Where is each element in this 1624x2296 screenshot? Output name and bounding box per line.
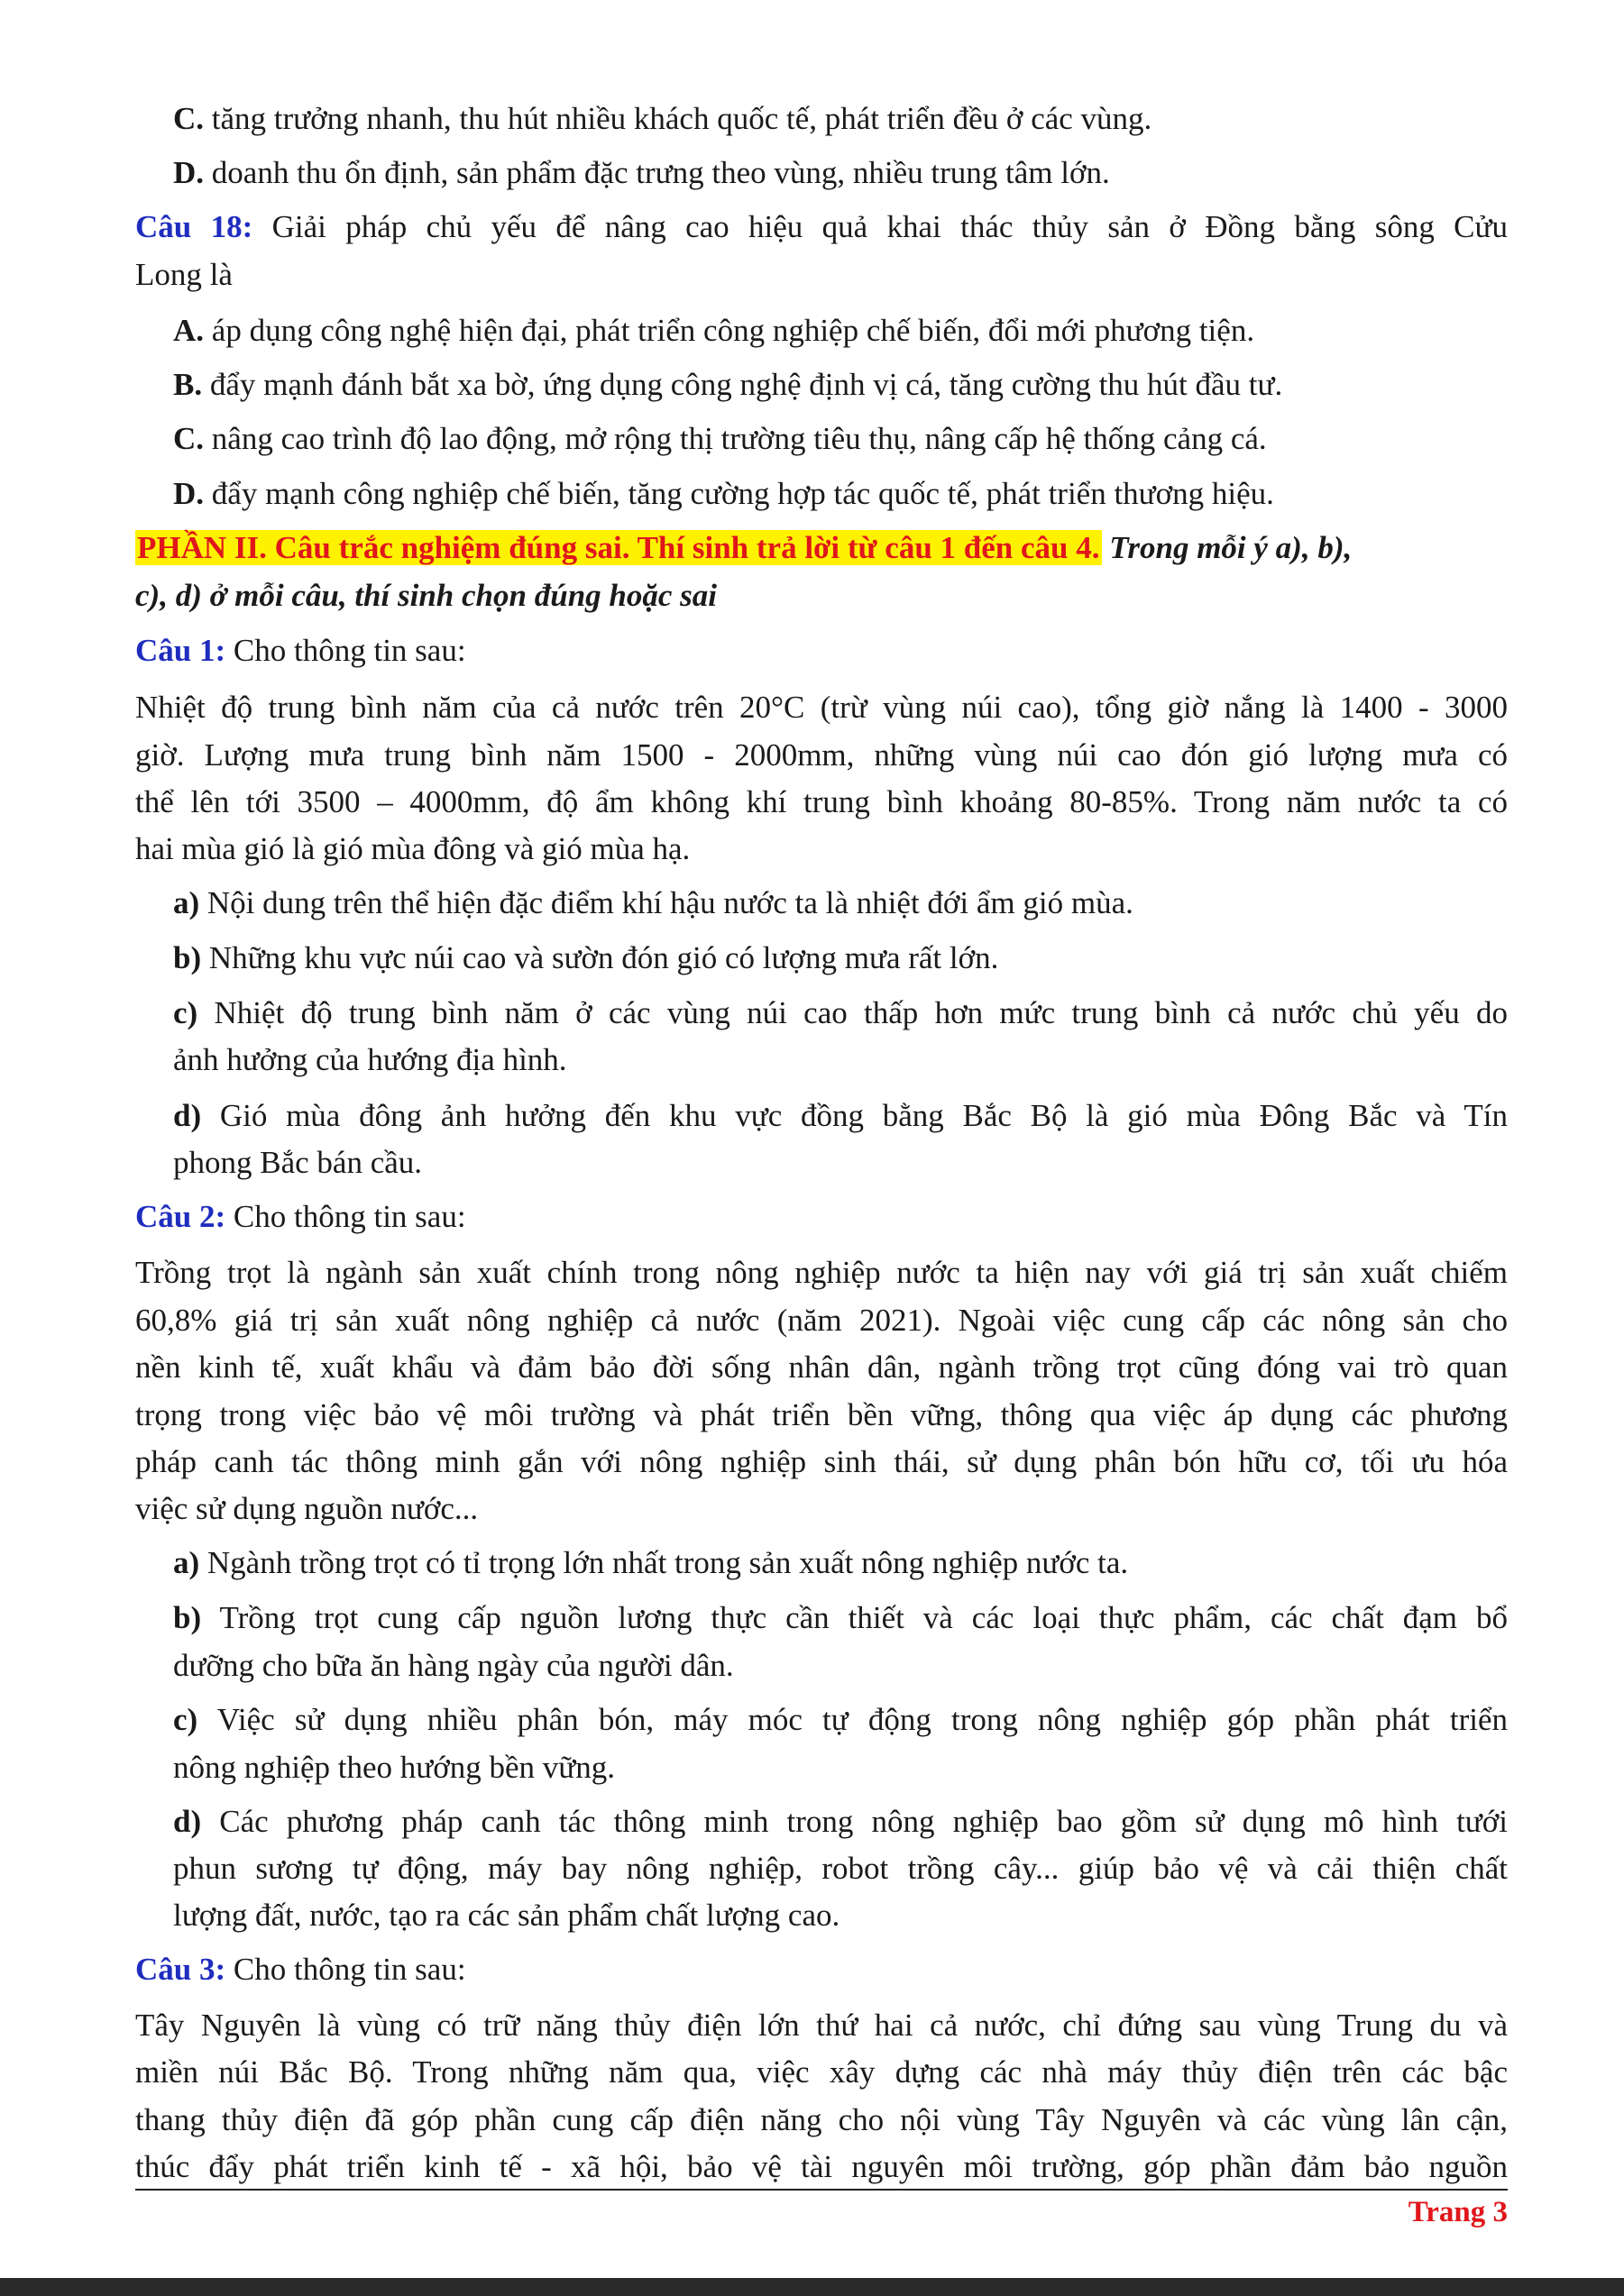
section-2-heading-cont: c), d) ở mỗi câu, thí sinh chọn đúng hoặc sai [135, 578, 718, 613]
section-2-heading: PHẦN II. Câu trắc nghiệm đúng sai. Thí sinh trả lời từ câu 1 đến câu 4. Trong mỗi ý a), b), [137, 530, 1353, 565]
question-2: Câu 2: Cho thông tin sau: [135, 1199, 466, 1234]
q18-answer-a: A. áp dụng công nghệ hiện đại, phát triển công nghiệp chế biến, đổi mới phương tiện. [173, 313, 1255, 348]
answer-c-prev: C. tăng trưởng nhanh, thu hút nhiều khách quốc tế, phát triển đều ở các vùng. [173, 101, 1152, 136]
q2-statement-c-cont: nông nghiệp theo hướng bền vững. [173, 1750, 615, 1785]
q3-passage-1: Tây Nguyên là vùng có trữ năng thủy điện lớn thứ hai cả nước, chỉ đứng sau vùng Trung du và [135, 2008, 1508, 2043]
q18-answer-b: B. đẩy mạnh đánh bắt xa bờ, ứng dụng công nghệ định vị cá, tăng cường thu hút đầu tư. [173, 367, 1283, 402]
page-bottom-edge [0, 2278, 1624, 2296]
q2-passage-2: 60,8% giá trị sản xuất nông nghiệp cả nước (năm 2021). Ngoài việc cung cấp các nông sản cho [135, 1303, 1508, 1338]
q2-statement-a: a) Ngành trồng trọt có tỉ trọng lớn nhất trong sản xuất nông nghiệp nước ta. [173, 1545, 1129, 1580]
q1-passage-2: giờ. Lượng mưa trung bình năm 1500 - 2000mm, những vùng núi cao đón gió lượng mưa có [135, 737, 1508, 773]
answer-d-prev: D. doanh thu ổn định, sản phẩm đặc trưng theo vùng, nhiều trung tâm lớn. [173, 155, 1110, 190]
footer-rule [135, 2189, 1508, 2191]
q1-statement-c: c) Nhiệt độ trung bình năm ở các vùng núi cao thấp hơn mức trung bình cả nước chủ yếu do [173, 995, 1508, 1030]
q1-passage-1: Nhiệt độ trung bình năm của cả nước trên 20°C (trừ vùng núi cao), tổng giờ nắng là 1400 - 3000 [135, 690, 1508, 725]
q3-passage-2: miền núi Bắc Bộ. Trong những năm qua, việc xây dựng các nhà máy thủy điện trên các bậc [135, 2054, 1508, 2090]
question-1: Câu 1: Cho thông tin sau: [135, 633, 466, 668]
q2-passage-5: pháp canh tác thông minh gắn với nông nghiệp sinh thái, sử dụng phân bón hữu cơ, tối ưu hóa [135, 1444, 1508, 1479]
q3-passage-4: thúc đẩy phát triển kinh tế - xã hội, bảo vệ tài nguyên môi trường, góp phần đảm bảo nguồn [135, 2149, 1508, 2184]
question-18-cont: Long là [135, 257, 233, 292]
q2-passage-6: việc sử dụng nguồn nước... [135, 1491, 479, 1526]
q3-passage-3: thang thủy điện đã góp phần cung cấp điện năng cho nội vùng Tây Nguyên và các vùng lân cận, [135, 2102, 1508, 2137]
q2-statement-b-cont: dưỡng cho bữa ăn hàng ngày của người dân. [173, 1648, 734, 1683]
page-number: Trang 3 [1408, 2196, 1508, 2228]
q2-statement-c: c) Việc sử dụng nhiều phân bón, máy móc tự động trong nông nghiệp góp phần phát triển [173, 1702, 1508, 1737]
q2-statement-d-cont2: lượng đất, nước, tạo ra các sản phẩm chất lượng cao. [173, 1898, 840, 1933]
question-3: Câu 3: Cho thông tin sau: [135, 1952, 466, 1987]
q1-passage-4: hai mùa gió là gió mùa đông và gió mùa hạ. [135, 831, 691, 866]
q2-statement-d-cont: phun sương tự động, máy bay nông nghiệp, robot trồng cây... giúp bảo vệ và cải thiện chất [173, 1851, 1508, 1886]
q1-passage-3: thể lên tới 3500 – 4000mm, độ ẩm không khí trung bình khoảng 80-85%. Trong năm nước ta có [135, 784, 1508, 819]
q18-answer-c: C. nâng cao trình độ lao động, mở rộng thị trường tiêu thụ, nâng cấp hệ thống cảng cá. [173, 421, 1267, 456]
q2-passage-3: nền kinh tế, xuất khẩu và đảm bảo đời sống nhân dân, ngành trồng trọt cũng đóng vai trò quan [135, 1349, 1508, 1385]
q2-statement-d: d) Các phương pháp canh tác thông minh trong nông nghiệp bao gồm sử dụng mô hình tưới [173, 1804, 1508, 1839]
q1-statement-c-cont: ảnh hưởng của hướng địa hình. [173, 1042, 567, 1077]
q1-statement-a: a) Nội dung trên thể hiện đặc điểm khí hậu nước ta là nhiệt đới ẩm gió mùa. [173, 885, 1133, 920]
q1-statement-b: b) Những khu vực núi cao và sườn đón gió có lượng mưa rất lớn. [173, 940, 999, 975]
q2-passage-1: Trồng trọt là ngành sản xuất chính trong nông nghiệp nước ta hiện nay với giá trị sản xuất chiếm [135, 1255, 1508, 1290]
question-18: Câu 18: Giải pháp chủ yếu để nâng cao hiệu quả khai thác thủy sản ở Đồng bằng sông Cửu [135, 209, 1508, 244]
q18-answer-d: D. đẩy mạnh công nghiệp chế biến, tăng cường hợp tác quốc tế, phát triển thương hiệu. [173, 476, 1274, 511]
q2-statement-b: b) Trồng trọt cung cấp nguồn lương thực cần thiết và các loại thực phẩm, các chất đạm bổ [173, 1600, 1508, 1635]
q1-statement-d: d) Gió mùa đông ảnh hưởng đến khu vực đồng bằng Bắc Bộ là gió mùa Đông Bắc và Tín [173, 1098, 1508, 1133]
q2-passage-4: trọng trong việc bảo vệ môi trường và phát triển bền vững, thông qua việc áp dụng các phương [135, 1397, 1508, 1432]
q1-statement-d-cont: phong Bắc bán cầu. [173, 1145, 423, 1180]
